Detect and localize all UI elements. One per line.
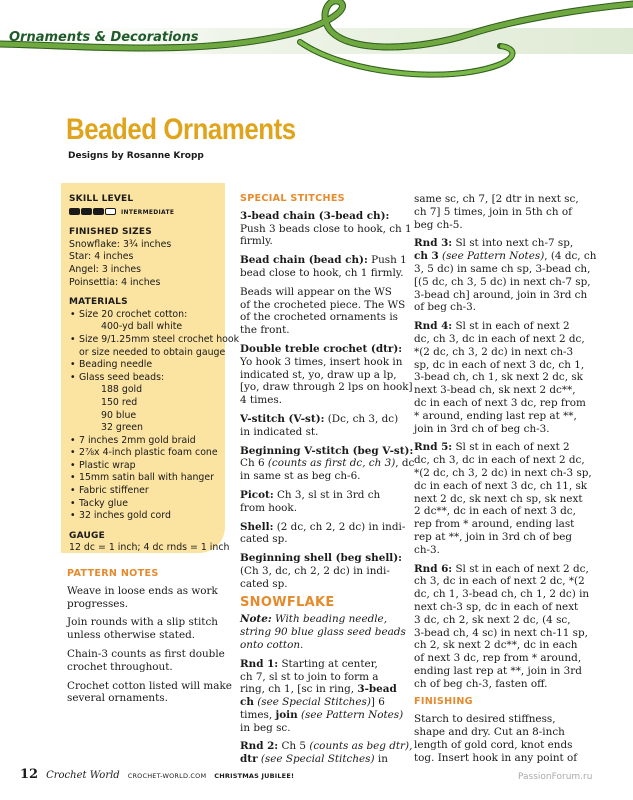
- round-instruction-continued: same sc, ch 7, [2 dtr in next sc, ch 7] 5 times, join in 5th ch of beg ch-5.: [414, 193, 579, 231]
- website-link[interactable]: CROCHET-WORLD.COM: [127, 772, 207, 780]
- page-footer: [20, 767, 294, 782]
- material-item: • 7 inches 2mm gold braid: [69, 435, 217, 448]
- stitch-definition: Beginning V-stitch (beg V-st): Ch 6 (counts as first dc, ch 3), dc in same st as beg ch-6.: [240, 444, 415, 483]
- bead-item: 188 gold: [101, 384, 143, 396]
- stitch-note: Beads will appear on the WS of the crocheted piece. The WS of the crocheted ornaments is the front.: [240, 285, 406, 337]
- round-instruction: Rnd 1: Starting at center, ch 7, sl st to join to form a ring, ch 1, [sc in ring, 3-bead ch (see Special Stitches)] 6 times, join (see Pattern Notes) in beg sc.: [240, 657, 404, 734]
- finishing-text: Starch to desired stiffness, shape and dry. Cut an 8-inch length of gold cord, knot ends tog. Insert hook in any point of: [414, 713, 578, 764]
- size-item: Angel: 3 inches: [69, 263, 142, 275]
- size-item: Snowflake: 3¾ inches: [69, 238, 172, 250]
- material-item: • Plastic wrap: [69, 460, 217, 473]
- pattern-notes: [67, 568, 237, 711]
- stitch-definition: V-stitch (V-st): (Dc, ch 3, dc) in indicated st.: [240, 412, 399, 438]
- round-instruction: Rnd 3: Sl st into next ch-7 sp, ch 3 (see Pattern Notes), (4 dc, ch 3, 5 dc) in same ch sp, 3-bead ch, [(5 dc, ch 3, 5 dc) in next ch-7 sp, 3-bead ch] around, join in 3rd ch of beg ch-3.: [414, 237, 597, 314]
- stitch-definition: Double treble crochet (dtr): Yo hook 3 times, insert hook in indicated st, yo, draw up a lp, [yo, draw through 2 lps on hook] 4 times.: [240, 342, 413, 407]
- snowflake-heading: SNOWFLAKE: [240, 594, 335, 610]
- skill-level-text: INTERMEDIATE: [121, 208, 175, 216]
- pattern-notes-heading: PATTERN NOTES: [67, 568, 159, 579]
- round-instruction: Rnd 4: Sl st in each of next 2 dc, ch 3, dc in each of next 2 dc, *(2 dc, ch 3, 2 dc) in next ch-3 sp, dc in each of next 3 dc, ch 1, 3-bead ch, ch 1, sk next 2 dc, sk next 3-bead ch, sk next 2 dc**, dc in each of next 3 dc, rep from * around, ending last rep at **, join in 3rd ch of beg ch-3.: [414, 320, 586, 435]
- material-item: • Tacky glue: [69, 498, 217, 511]
- snowflake-note: Note: With beading needle, string 90 blue glass seed beads onto cotton.: [240, 613, 406, 651]
- material-item: • Size 9/1.25mm steel crochet hook: [69, 334, 217, 347]
- special-stitches-heading: SPECIAL STITCHES: [240, 193, 345, 204]
- material-item: • Glass seed beads:: [69, 372, 217, 385]
- byline: Designs by Rosanne Kropp: [68, 151, 204, 161]
- watermark: PassionForum.ru: [518, 772, 593, 782]
- bead-item: 32 green: [101, 422, 143, 434]
- bead-item: 90 blue: [101, 409, 137, 421]
- skill-level-bar: [69, 207, 117, 220]
- skill-box-filled: [93, 208, 104, 215]
- material-item: • 2⅞x 4-inch plastic foam cone: [69, 447, 217, 460]
- stitch-definition: Shell: (2 dc, ch 2, 2 dc) in indi- cated sp.: [240, 520, 406, 546]
- rope-decoration: [0, 0, 633, 110]
- issue-name: CHRISTMAS JUBILEE!: [214, 772, 295, 780]
- note-paragraph: Chain-3 counts as first double crochet throughout.: [67, 647, 225, 673]
- stitch-definition: Bead chain (bead ch): Push 1 bead close to hook, ch 1 firmly.: [240, 254, 407, 279]
- magazine-name: Crochet World: [46, 770, 120, 781]
- note-paragraph: Crochet cotton listed will make several ornaments.: [67, 679, 232, 705]
- note-paragraph: Weave in loose ends as work progresses.: [67, 584, 218, 610]
- material-item: • Beading needle: [69, 359, 217, 372]
- material-item: • 15mm satin ball with hanger: [69, 472, 217, 485]
- bead-item: 150 red: [101, 396, 138, 408]
- materials-sidebar: [61, 183, 240, 554]
- material-item: • 32 inches gold cord: [69, 510, 217, 523]
- article-title: Beaded Ornaments: [66, 113, 296, 146]
- skill-level-indicator: [69, 207, 217, 220]
- finished-sizes-heading: FINISHED SIZES: [69, 227, 152, 238]
- round-instruction: Rnd 6: Sl st in each of next 2 dc, ch 3, dc in each of next 2 dc, *(2 dc, ch 1, 3-bead ch, ch 1, 2 dc) in next ch-3 sp, dc in each of next 3 dc, ch 2, sk next 2 dc, (4 sc, 3-bead ch, 4 sc) in next ch-11 sp, ch 2, sk next 2 dc**, dc in each of next 3 dc, rep from * around, ending last rep at **, join in 3rd ch of beg ch-3, fasten off.: [414, 562, 590, 690]
- material-item-continued: or size needed to obtain gauge: [79, 346, 226, 358]
- size-item: Star: 4 inches: [69, 251, 134, 263]
- material-item: • Size 20 crochet cotton:: [69, 309, 217, 322]
- stitch-definition: Beginning shell (beg shell): (Ch 3, dc, ch 2, 2 dc) in indi- cated sp.: [240, 552, 402, 590]
- skill-level-heading: SKILL LEVEL: [69, 194, 134, 204]
- size-item: Poinsettia: 4 inches: [69, 276, 161, 288]
- stitch-definition: 3-bead chain (3-bead ch): Push 3 beads close to hook, ch 1 firmly.: [240, 209, 412, 248]
- stitch-definition: Picot: Ch 3, sl st in 3rd ch from hook.: [240, 488, 381, 514]
- skill-box-empty: [105, 208, 116, 215]
- skill-box-filled: [69, 208, 80, 215]
- gauge-text: 12 dc = 1 inch; 4 dc rnds = 1 inch: [69, 542, 230, 554]
- note-paragraph: Join rounds with a slip stitch unless otherwise stated.: [67, 616, 218, 642]
- skill-box-filled: [81, 208, 92, 215]
- page-number: 12: [20, 767, 39, 782]
- round-instruction: Rnd 5: Sl st in each of next 2 dc, ch 3, dc in each of next 2 dc, *(2 dc, ch 3, 2 dc) in next ch-3 sp, dc in each of next 3 dc, ch 11, sk next 2 dc, sk next ch sp, sk next 2 dc**, dc in each of next 3 dc, rep from * around, ending last rep at **, join in 3rd ch of beg ch-3.: [414, 441, 592, 556]
- materials-heading: MATERIALS: [69, 297, 128, 308]
- finishing-heading: FINISHING: [414, 696, 473, 708]
- material-subitem: 400-yd ball white: [101, 321, 183, 333]
- special-stitches-column: [240, 193, 415, 772]
- section-label: Ornaments & Decorations: [9, 30, 199, 45]
- material-item: • Fabric stiffener: [69, 485, 217, 498]
- instructions-column: [414, 193, 597, 770]
- round-instruction: Rnd 2: Ch 5 (counts as beg dtr), dtr (see Special Stitches) in: [240, 740, 413, 766]
- gauge-heading: GAUGE: [69, 530, 105, 541]
